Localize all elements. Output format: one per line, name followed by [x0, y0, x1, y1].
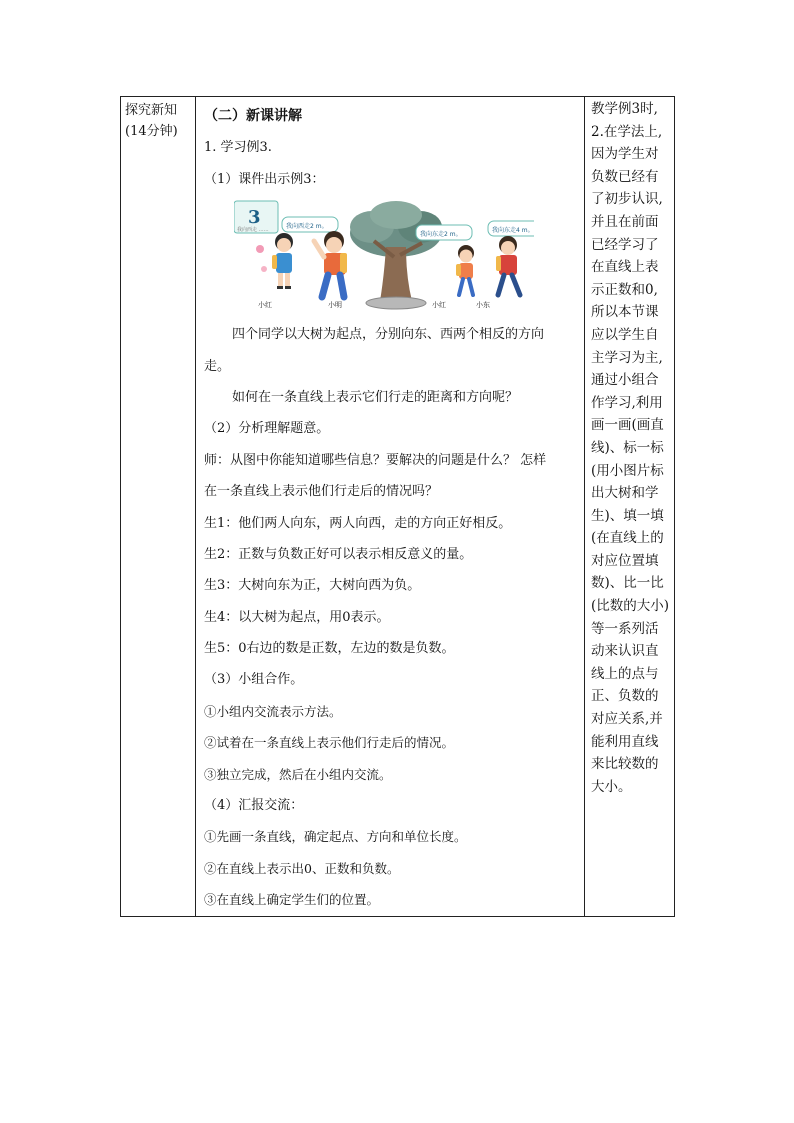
step-4-heading: （4）汇报交流： [204, 798, 304, 814]
note-line: 应以学生自 [591, 326, 659, 343]
student-answer-3: 生3：大树向东为正，大树向西为负。 [204, 578, 421, 594]
example-illustration [234, 197, 534, 315]
bubble-text-3: 我向东走4 m。 [492, 227, 534, 235]
phase-time: (14分钟) [125, 124, 178, 139]
list-item: ②在直线上表示出0、正数和负数。 [204, 860, 400, 876]
note-line: 已经学习了 [591, 236, 659, 253]
list-item: ②试着在一条直线上表示他们行走后的情况。 [204, 735, 455, 751]
design-notes [585, 97, 674, 798]
note-line: 数)、比一比 [591, 575, 664, 592]
step-1-heading: （1）课件出示例3： [204, 171, 325, 187]
question-line: 如何在一条直线上表示它们行走的距离和方向呢？ [232, 389, 519, 405]
note-line: 主学习为主, [591, 349, 663, 366]
card-number: 3 [248, 207, 261, 229]
note-line: 示正数和0, [591, 281, 658, 298]
name-label-4: 小东 [476, 301, 490, 310]
note-line: 负数已经有 [591, 168, 659, 185]
name-label-3: 小红 [432, 301, 446, 310]
list-item: ①先画一条直线，确定起点、方向和单位长度。 [204, 829, 467, 845]
note-line: 生)、填一填 [591, 507, 664, 524]
note-line: 画一画(画直 [591, 417, 664, 434]
card-text: 我向西走 …… [237, 227, 269, 234]
step-2-heading: （2）分析理解题意。 [204, 421, 330, 437]
lesson-table [120, 96, 675, 917]
note-line: 2.在学法上, [591, 123, 663, 140]
note-line: 对应位置填 [591, 552, 659, 569]
illustration-svg [234, 197, 534, 315]
student-answer-1: 生1：他们两人向东，两人向西，走的方向正好相反。 [204, 515, 512, 531]
bubble-text-2: 我向东走2 m。 [420, 231, 462, 239]
note-line: 并且在前面 [591, 213, 659, 230]
note-line: 大小。 [591, 778, 632, 795]
note-line: (在直线上的 [591, 530, 664, 547]
note-line: 因为学生对 [591, 146, 659, 163]
phase-name: 探究新知 [125, 103, 178, 118]
note-line: 作学习,利用 [591, 394, 663, 411]
list-item: ①小组内交流表示方法。 [204, 703, 342, 719]
note-line: 所以本节课 [591, 304, 659, 321]
name-label-1: 小红 [258, 301, 272, 310]
child-xiaodong-icon [496, 236, 520, 295]
table-row [121, 97, 675, 917]
note-line: 在直线上表 [591, 259, 659, 276]
content-cell [196, 97, 585, 917]
note-line: 线上的点与 [591, 665, 659, 682]
student-answer-4: 生4：以大树为起点，用0表示。 [204, 609, 390, 625]
list-item: ③独立完成，然后在小组内交流。 [204, 766, 392, 782]
child-xiaoming-icon [314, 231, 347, 297]
note-line: (比数的大小) [591, 598, 670, 615]
teacher-question: 师：从图中你能知道哪些信息？要解决的问题是什么？ 怎样 [204, 452, 547, 468]
big-tree-icon [350, 201, 442, 309]
note-line: 教学例3时, [591, 101, 658, 117]
student-answer-5: 生5：0右边的数是正数，左边的数是负数。 [204, 641, 455, 657]
paragraph-line: 四个同学以大树为起点，分别向东、西两个相反的方向 [232, 327, 545, 343]
example-heading: 1. 学习例3. [204, 140, 272, 156]
student-answer-2: 生2：正数与负数正好可以表示相反意义的量。 [204, 546, 473, 562]
flower-icon [256, 245, 264, 253]
note-line: 来比较数的 [591, 756, 659, 773]
note-line: 动来认识直 [591, 643, 659, 660]
step-3-heading: （3）小组合作。 [204, 672, 304, 688]
notes-cell [585, 97, 675, 917]
name-label-2: 小明 [328, 301, 342, 310]
note-line: 正、负数的 [591, 688, 659, 705]
paragraph-line: 走。 [204, 358, 231, 374]
note-line: 等一系列活 [591, 620, 659, 637]
flower-icon [261, 266, 267, 272]
note-line: 通过小组合 [591, 372, 659, 389]
note-line: (用小图片标 [591, 462, 664, 479]
note-line: 了初步认识, [591, 191, 663, 208]
child-xiaohong-icon [272, 233, 293, 289]
note-line: 对应关系,并 [591, 711, 663, 728]
phase-cell [121, 97, 196, 917]
section-title: （二）新课讲解 [204, 108, 302, 124]
list-item: ③在直线上确定学生们的位置。 [204, 892, 380, 908]
child-xiaohong-2-icon [456, 245, 474, 295]
note-line: 能利用直线 [591, 733, 659, 750]
bubble-text-1: 我向西走2 m。 [286, 223, 328, 231]
note-line: 线)、标一标 [591, 439, 664, 456]
teacher-question-cont: 在一条直线上表示他们行走后的情况吗？ [204, 484, 439, 500]
note-line: 出大树和学 [591, 485, 659, 502]
